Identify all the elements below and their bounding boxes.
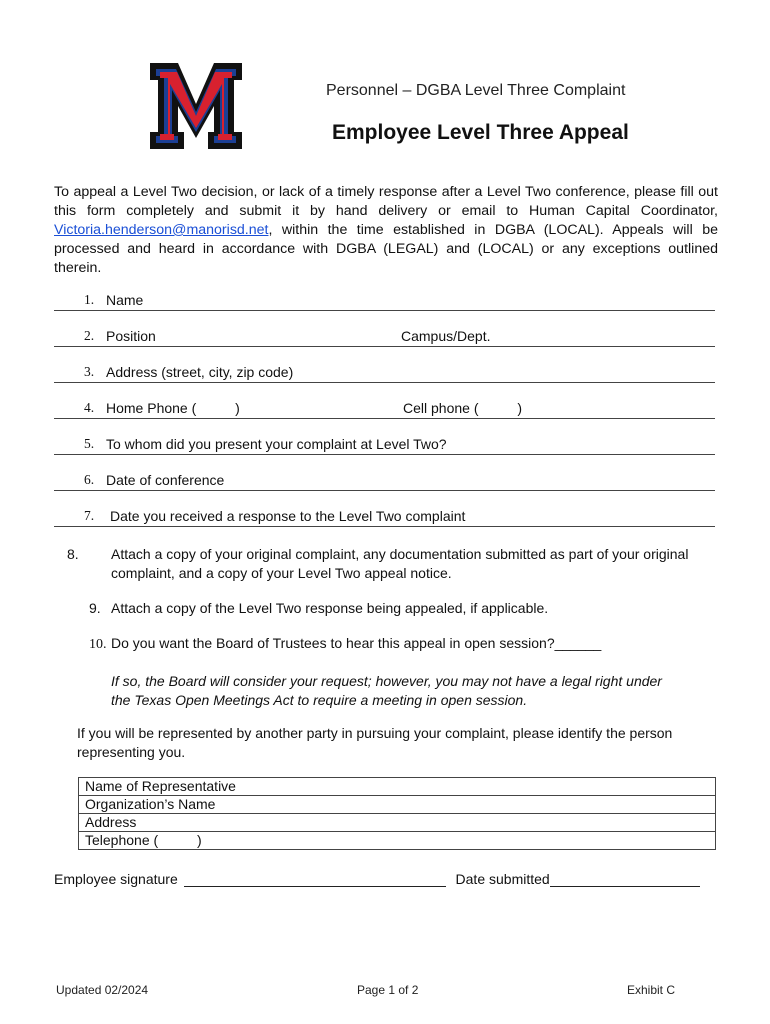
- field-label: Address (street, city, zip code): [106, 364, 294, 380]
- date-submitted-label: Date submitted: [455, 871, 550, 887]
- footer-page-number: Page 1 of 2: [357, 983, 419, 997]
- phone-field[interactable]: [54, 398, 715, 419]
- item-attach-original: 8. Attach a copy of your original complaint, any documentation submitted as part of your original complaint, and a copy of your Level Two appeal notice.: [67, 546, 689, 581]
- conference-date-field[interactable]: [54, 470, 715, 491]
- field-number: 5.: [84, 436, 95, 451]
- district-logo: [148, 60, 244, 152]
- signature-row: [54, 871, 718, 887]
- field-label: Position: [106, 328, 156, 344]
- representative-table: [78, 777, 716, 850]
- employee-signature-label: Employee signature: [54, 871, 178, 887]
- representative-intro: If you will be represented by another party in pursuing your complaint, please identify the person representing you.: [77, 725, 673, 760]
- campus-dept-label: Campus/Dept.: [401, 328, 491, 344]
- employee-signature-line[interactable]: [184, 872, 446, 887]
- level-two-recipient-field[interactable]: [54, 434, 715, 455]
- field-number: 6.: [84, 472, 95, 487]
- home-phone-label: Home Phone ( ): [106, 400, 240, 416]
- email-link[interactable]: Victoria.henderson@manorisd.net: [54, 222, 269, 238]
- address-field[interactable]: [54, 362, 715, 383]
- field-label: Name: [106, 292, 144, 308]
- representative-address-cell[interactable]: Address: [79, 814, 716, 832]
- item-open-session: 10. Do you want the Board of Trustees to hear this appeal in open session?______: [89, 635, 602, 652]
- field-number: 3.: [84, 364, 95, 379]
- position-field[interactable]: [54, 326, 715, 347]
- open-session-note: If so, the Board will consider your request; however, you may not have a legal right under the Texas Open Meetings Act to require a meeting in open session.: [111, 673, 662, 708]
- organization-name-cell[interactable]: Organization’s Name: [79, 796, 716, 814]
- field-number: 1.: [84, 292, 95, 307]
- item-attach-response: 9. Attach a copy of the Level Two response being appealed, if applicable.: [89, 600, 549, 616]
- representative-telephone-cell[interactable]: Telephone ( ): [79, 832, 716, 850]
- field-number: 7.: [84, 508, 95, 523]
- field-label: To whom did you present your complaint at Level Two?: [106, 436, 447, 452]
- field-label: Date of conference: [106, 472, 225, 488]
- form-subtitle: Personnel – DGBA Level Three Complaint: [326, 82, 626, 99]
- form-title: Employee Level Three Appeal: [332, 121, 629, 144]
- intro-paragraph: To appeal a Level Two decision, or lack of a timely response after a Level Two conference, please fill out this form completely and submit it by hand delivery or email to Human Capital Coordinator, Victoria.henderson@manorisd.net, within the time established in DGBA (LOCAL). Appeals will be processed and heard in accordance with DGBA (LEGAL) and (LOCAL) or any exceptions outlined therein.: [54, 184, 718, 276]
- field-number: 2.: [84, 328, 95, 343]
- response-date-field[interactable]: [54, 506, 715, 527]
- representative-name-cell[interactable]: Name of Representative: [79, 778, 716, 796]
- date-submitted-line[interactable]: [550, 872, 700, 887]
- footer-exhibit: Exhibit C: [627, 983, 676, 997]
- field-label: Date you received a response to the Level Two complaint: [110, 508, 466, 524]
- footer-updated: Updated 02/2024: [56, 983, 149, 997]
- field-number: 4.: [84, 400, 95, 415]
- cell-phone-label: Cell phone ( ): [403, 400, 523, 416]
- name-field[interactable]: [54, 290, 715, 311]
